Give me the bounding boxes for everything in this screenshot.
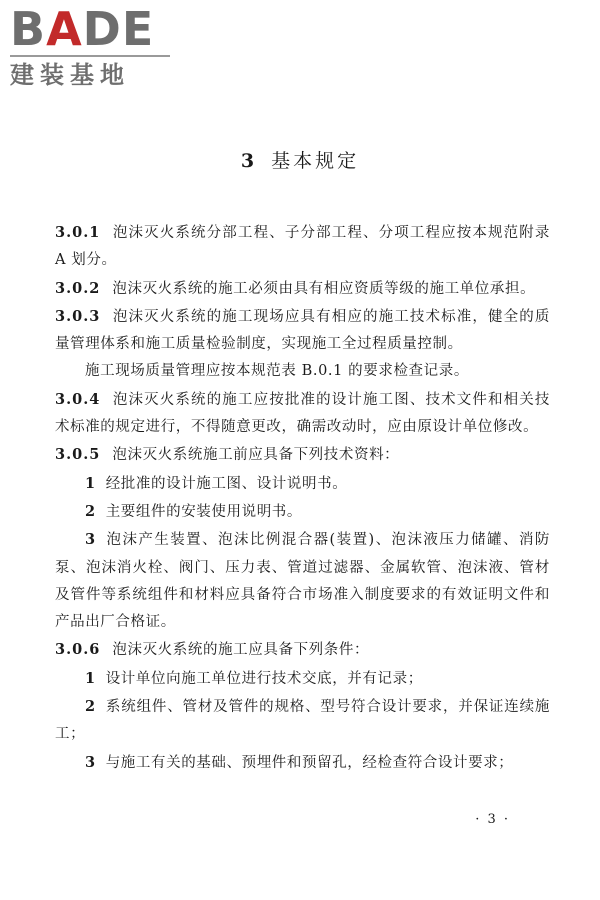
paragraph-text: 泡沫灭火系统的施工应按批准的设计施工图、技术文件和相关技术标准的规定进行，不得随意更改，确需改动时，应由原设计单位修改。 — [55, 391, 550, 436]
page-number: · 3 · — [475, 812, 510, 827]
document-body — [55, 219, 550, 777]
clause-number: 3.0.1 — [55, 224, 101, 241]
clause-paragraph — [55, 636, 550, 664]
paragraph-text: 泡沫灭火系统的施工必须由具有相应资质等级的施工单位承担。 — [112, 280, 536, 297]
list-item — [55, 526, 550, 636]
paragraph-text: 与施工有关的基础、预埋件和预留孔，经检查符合设计要求； — [105, 754, 514, 771]
paragraph-text: 泡沫产生装置、泡沫比例混合器(装置)、泡沫液压力储罐、消防泵、泡沫消火栓、阀门、压力表、管道过滤器、金属软管、泡沫液、管材及管件等系统组件和材料应具备符合市场准入制度要求的有效证明文件和产品出厂合格证。 — [55, 532, 550, 631]
logo-subtitle: 建装基地 — [10, 61, 130, 89]
logo-letter-b: B — [10, 2, 47, 56]
clause-paragraph — [55, 303, 550, 359]
clause-number: 3.0.4 — [55, 390, 101, 408]
clause-paragraph — [55, 441, 550, 469]
clause-paragraph — [55, 386, 550, 442]
paragraph-text: 主要组件的安装使用说明书。 — [105, 503, 303, 520]
list-item — [55, 693, 550, 749]
paragraph-text: 设计单位向施工单位进行技术交底，并有记录； — [105, 670, 423, 687]
item-number: 1 — [85, 474, 96, 492]
chapter-heading: 基本规定 — [271, 150, 360, 172]
clause-number: 3.0.3 — [55, 307, 101, 325]
paragraph-text: 经批准的设计施工图、设计说明书。 — [105, 475, 348, 492]
paragraph-text: 施工现场质量管理应按本规范表 B.0.1 的要求检查记录。 — [85, 363, 469, 380]
item-number: 2 — [85, 698, 96, 716]
brand-logo — [10, 4, 180, 89]
item-number: 1 — [85, 669, 96, 687]
item-number: 2 — [85, 502, 96, 520]
paragraph-text: 泡沫灭火系统的施工应具备下列条件： — [112, 642, 370, 659]
item-number: 3 — [85, 531, 96, 549]
item-number: 3 — [85, 753, 96, 771]
clause-paragraph — [55, 219, 550, 275]
logo-letter-a: A — [46, 2, 83, 56]
list-item — [55, 498, 550, 526]
chapter-number: 3 — [240, 150, 258, 172]
paragraph-text: 系统组件、管材及管件的规格、型号符合设计要求，并保证连续施工； — [55, 699, 550, 743]
clause-number: 3.0.6 — [55, 641, 101, 659]
list-item — [55, 749, 550, 777]
clause-number: 3.0.5 — [55, 446, 101, 464]
logo-wordmark — [10, 4, 180, 54]
clause-number: 3.0.2 — [55, 279, 101, 297]
paragraph-text: 泡沫灭火系统分部工程、子分部工程、分项工程应按本规范附录 A 划分。 — [55, 225, 550, 269]
chapter-title — [0, 146, 600, 173]
note-paragraph — [55, 358, 550, 385]
paragraph-text: 泡沫灭火系统施工前应具备下列技术资料： — [112, 447, 400, 464]
logo-letters-de: DE — [82, 2, 155, 56]
list-item — [55, 665, 550, 693]
paragraph-text: 泡沫灭火系统的施工现场应具有相应的施工技术标准，健全的质量管理体系和施工质量检验制度，实现施工全过程质量控制。 — [55, 308, 550, 353]
clause-paragraph — [55, 275, 550, 303]
list-item — [55, 470, 550, 498]
